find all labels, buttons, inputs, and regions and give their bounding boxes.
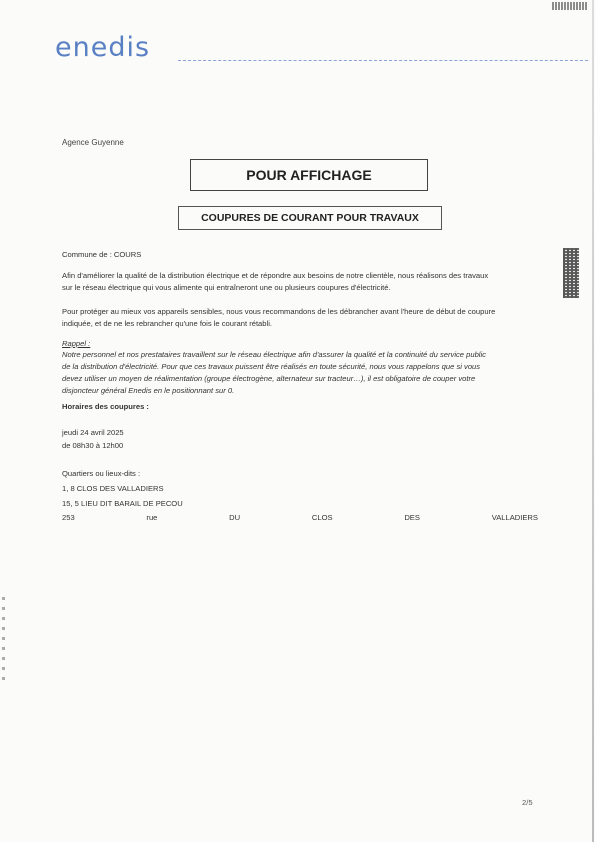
street-number: 253 bbox=[62, 513, 75, 522]
datamatrix-code bbox=[563, 248, 579, 298]
street-word: DES bbox=[404, 513, 420, 522]
schedule-date: jeudi 24 avril 2025 bbox=[62, 428, 124, 437]
enedis-logo: enedis bbox=[55, 32, 151, 63]
scan-edge bbox=[592, 0, 594, 842]
reminder-line-1: Notre personnel et nos prestataires travaillent sur le réseau électrique afin d'assurer la qualité et la continuité du service public bbox=[62, 350, 486, 359]
advice-line-2: indiquée, et de ne les rebrancher qu'une fois le courant rétabli. bbox=[62, 319, 272, 328]
agency-name: Agence Guyenne bbox=[62, 138, 124, 147]
area-line-2: 15, 5 LIEU DIT BARAIL DE PECOU bbox=[62, 499, 183, 508]
title-text: POUR AFFICHAGE bbox=[246, 167, 372, 183]
reminder-line-4: disjoncteur général Enedis en le positionnant sur 0. bbox=[62, 386, 235, 395]
title-box bbox=[190, 159, 428, 191]
street-word: rue bbox=[146, 513, 158, 522]
street-word: DU bbox=[229, 513, 241, 522]
subtitle-box bbox=[178, 206, 442, 230]
schedule-time: de 08h30 à 12h00 bbox=[62, 441, 124, 450]
header-rule bbox=[178, 60, 588, 61]
street-word: CLOS bbox=[311, 513, 333, 522]
area-line-1: 1, 8 CLOS DES VALLADIERS bbox=[62, 484, 164, 493]
street-row bbox=[62, 513, 538, 522]
advice-line-1: Pour protéger au mieux vos appareils sensibles, nous vous recommandons de les débrancher avant l'heure de début de coupure bbox=[62, 307, 496, 316]
intro-line-2: sur le réseau électrique qui vous alimente qui entraîneront une ou plusieurs coupures d'électricité. bbox=[62, 283, 391, 292]
intro-line-1: Afin d'améliorer la qualité de la distribution électrique et de répondre aux besoins de notre clientèle, nous réalisons des travaux bbox=[62, 271, 489, 280]
areas-heading: Quartiers ou lieux-dits : bbox=[62, 469, 141, 478]
subtitle-text: COUPURES DE COURANT POUR TRAVAUX bbox=[201, 212, 419, 224]
reminder-line-3: devez utiliser un moyen de réalimentation (groupe électrogène, alternateur sur tracteur…), il est obligatoire de couper votre bbox=[62, 374, 476, 383]
reminder-heading: Rappel : bbox=[62, 339, 91, 348]
commune-line: Commune de : COURS bbox=[62, 250, 142, 259]
barcode-top bbox=[552, 2, 588, 10]
scan-margin-marks bbox=[2, 590, 5, 680]
page-number: 2/5 bbox=[522, 798, 533, 807]
street-word: VALLADIERS bbox=[491, 513, 538, 522]
reminder-line-2: de la distribution d'électricité. Pour que ces travaux puissent être réalisés en toute sécurité, nous vous rappelons que si vous bbox=[62, 362, 481, 371]
schedule-heading: Horaires des coupures : bbox=[62, 402, 149, 411]
